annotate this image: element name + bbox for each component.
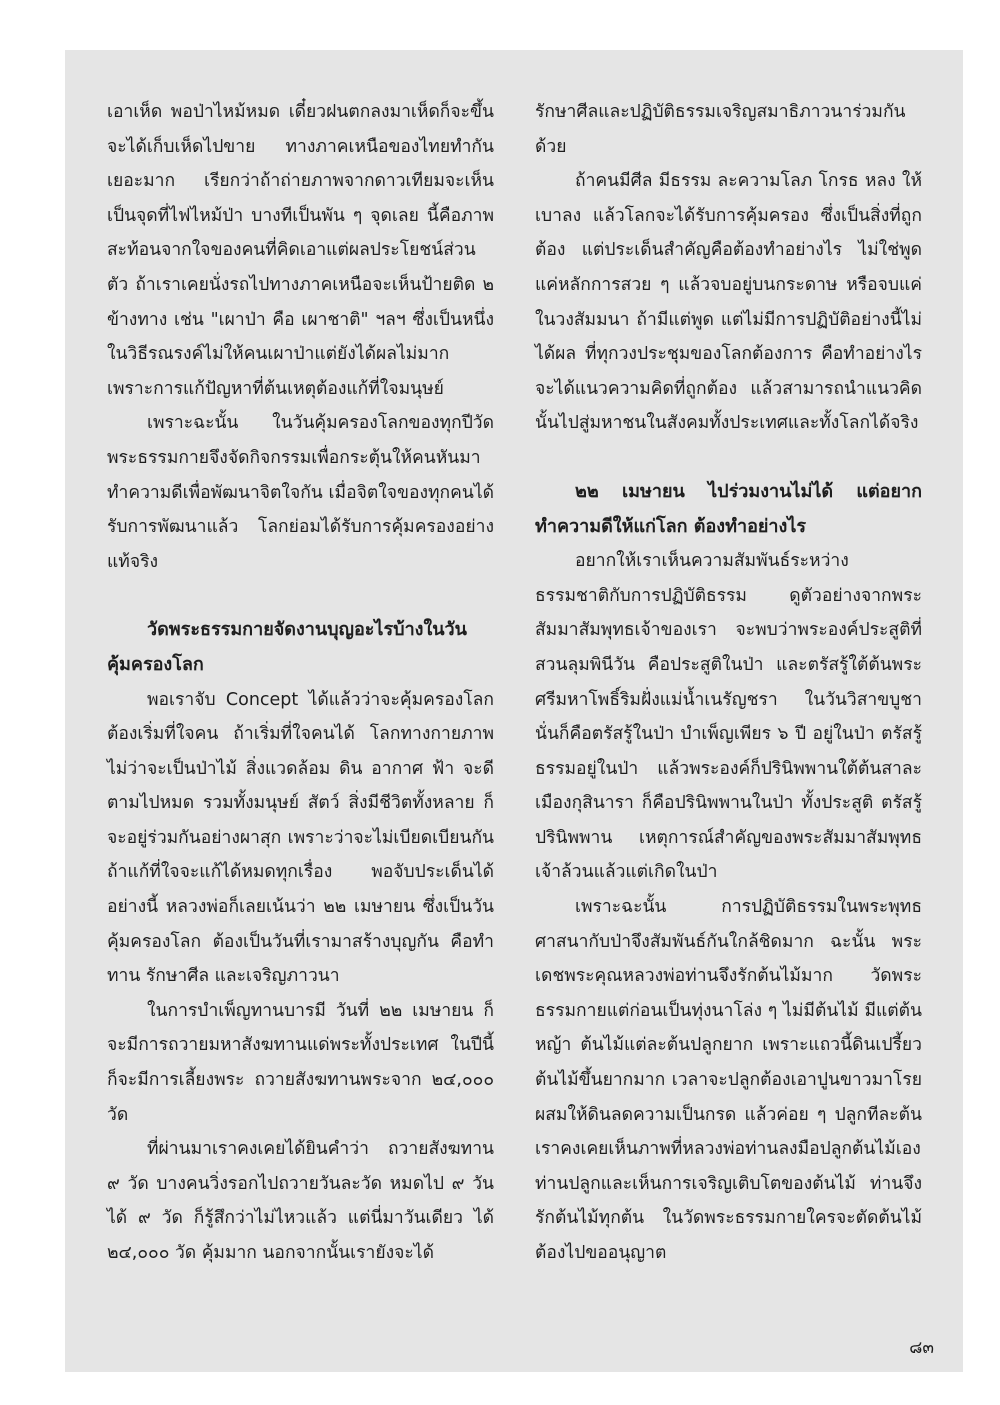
paragraph-right-2: ถ้าคนมีศีล มีธรรม ละความโลภ โกรธ หลง ให้เบาลง แล้วโลกจะได้รับการคุ้มครอง ซึ่งเป็นสิ่งที่ถูกต้อง แต่ประเด็นสำคัญคือต้องทำอย่างไร ไม่ใช่พูดแค่หลักการสวย ๆ แล้วจบอยู่บนกระดาษ หรือจบแค่ในวงสัมมนา ถ้ามีแต่พูด แต่ไม่มีการปฏิบัติอย่างนี้ไม่ได้ผล ที่ทุกวงประชุมของโลกต้องการ คือทำอย่างไรจะได้แนวความคิดที่ถูกต้อง แล้วสามารถนำแนวคิดนั้นไปสู่มหาชนในสังคมทั้งประเทศและทั้งโลกได้จริง <box>535 171 922 434</box>
left-column <box>107 95 494 1271</box>
page-number: ๘๓ <box>909 1338 934 1358</box>
section-heading-left: วัดพระธรรมกายจัดงานบุญอะไรบ้างในวันคุ้มครองโลก <box>107 619 467 675</box>
section-spacer <box>535 441 922 475</box>
paragraph-right-3: อยากให้เราเห็นความสัมพันธ์ระหว่างธรรมชาติกับการปฏิบัติธรรม ดูตัวอย่างจากพระสัมมาสัมพุทธเจ้าของเรา จะพบว่าพระองค์ประสูติที่สวนลุมพินีวัน คือประสูติในป่า และตรัสรู้ใต้ต้นพระศรีมหาโพธิ์ริมฝั่งแม่น้ำเนรัญชรา ในวันวิสาขบูชา นั่นก็คือตรัสรู้ในป่า บำเพ็ญเพียร ๖ ปี อยู่ในป่า ตรัสรู้ธรรมอยู่ในป่า แล้วพระองค์ก็ปรินิพพานใต้ต้นสาละ เมืองกุสินารา ก็คือปรินิพพานในป่า ทั้งประสูติ ตรัสรู้ ปรินิพพาน เหตุการณ์สำคัญของพระสัมมาสัมพุทธเจ้าล้วนแล้วแต่เกิดในป่า <box>535 551 922 883</box>
section-spacer <box>107 579 494 613</box>
paragraph-left-3: พอเราจับ Concept ได้แล้วว่าจะคุ้มครองโลกต้องเริ่มที่ใจคน ถ้าเริ่มที่ใจคนได้ โลกทางกายภาพไม่ว่าจะเป็นป่าไม้ สิ่งแวดล้อม ดิน อากาศ ฟ้า จะดีตามไปหมด รวมทั้งมนุษย์ สัตว์ สิ่งมีชีวิตทั้งหลาย ก็จะอยู่ร่วมกันอย่างผาสุก เพราะว่าจะไม่เบียดเบียนกัน ถ้าแก้ที่ใจจะแก้ได้หมดทุกเรื่อง พอจับประเด็นได้อย่างนี้ หลวงพ่อก็เลยเน้นว่า ๒๒ เมษายน ซึ่งเป็นวันคุ้มครองโลก ต้องเป็นวันที่เรามาสร้างบุญกัน คือทำทาน รักษาศีล และเจริญภาวนา <box>107 689 494 987</box>
paragraph-right-1: รักษาศีลและปฏิบัติธรรมเจริญสมาธิภาวนาร่วมกันด้วย <box>535 102 906 157</box>
paragraph-left-5: ที่ผ่านมาเราคงเคยได้ยินคำว่า ถวายสังฆทาน ๙ วัด บางคนวิ่งรอกไปถวายวันละวัด หมดไป ๙ วัน ได้ ๙ วัด ก็รู้สึกว่าไม่ไหวแล้ว แต่นี่มาวันเดียว ได้ ๒๔,๐๐๐ วัด คุ้มมาก นอกจากนั้นเรายังจะได้ <box>107 1139 494 1263</box>
section-heading-right: ๒๒ เมษายน ไปร่วมงานไม่ได้ แต่อยากทำความดีให้แก่โลก ต้องทำอย่างไร <box>535 480 922 537</box>
paragraph-left-4: ในการบำเพ็ญทานบารมี วันที่ ๒๒ เมษายน ก็จะมีการถวายมหาสังฆทานแด่พระทั้งประเทศ ในปีนี้ก็จะมีการเลี้ยงพระ ถวายสังฆทานพระจาก ๒๔,๐๐๐ วัด <box>107 1000 494 1125</box>
paragraph-right-4: เพราะฉะนั้น การปฏิบัติธรรมในพระพุทธศาสนากับป่าจึงสัมพันธ์กันใกล้ชิดมาก ฉะนั้น พระเดชพระคุณหลวงพ่อท่านจึงรักต้นไม้มาก วัดพระธรรมกายแต่ก่อนเป็นทุ่งนาโล่ง ๆ ไม่มีต้นไม้ มีแต่ต้นหญ้า ต้นไม้แต่ละต้นปลูกยาก เพราะแถวนี้ดินเปรี้ยว ต้นไม้ขึ้นยากมาก เวลาจะปลูกต้องเอาปูนขาวมาโรยผสมให้ดินลดความเป็นกรด แล้วค่อย ๆ ปลูกทีละต้น เราคงเคยเห็นภาพที่หลวงพ่อท่านลงมือปลูกต้นไม้เอง ท่านปลูกและเห็นการเจริญเติบโตของต้นไม้ ท่านจึงรักต้นไม้ทุกต้น ในวัดพระธรรมกายใครจะตัดต้นไม้ต้องไปขออนุญาต <box>535 897 922 1263</box>
right-column <box>535 95 922 1271</box>
paragraph-left-1: เอาเห็ด พอป่าไหม้หมด เดี๋ยวฝนตกลงมาเห็ดก็จะขึ้น จะได้เก็บเห็ดไปขาย ทางภาคเหนือของไทยทำกันเยอะมาก เรียกว่าถ้าถ่ายภาพจากดาวเทียมจะเห็นเป็นจุดที่ไฟไหม้ป่า บางทีเป็นพัน ๆ จุดเลย นี้คือภาพสะท้อนจากใจของคนที่คิดเอาแต่ผลประโยชน์ส่วนตัว ถ้าเราเคยนั่งรถไปทางภาคเหนือจะเห็นป้ายติด ๒ ข้างทาง เช่น "เผาป่า คือ เผาชาติ" ฯลฯ ซึ่งเป็นหนึ่งในวิธีรณรงค์ไม่ให้คนเผาป่าแต่ยังได้ผลไม่มาก เพราะการแก้ปัญหาที่ต้นเหตุต้องแก้ที่ใจมนุษย์ <box>107 102 494 399</box>
paragraph-left-2: เพราะฉะนั้น ในวันคุ้มครองโลกของทุกปีวัดพระธรรมกายจึงจัดกิจกรรมเพื่อกระตุ้นให้คนหันมาทำความดีเพื่อพัฒนาจิตใจกัน เมื่อจิตใจของทุกคนได้รับการพัฒนาแล้ว โลกย่อมได้รับการคุ้มครองอย่างแท้จริง <box>107 413 494 572</box>
